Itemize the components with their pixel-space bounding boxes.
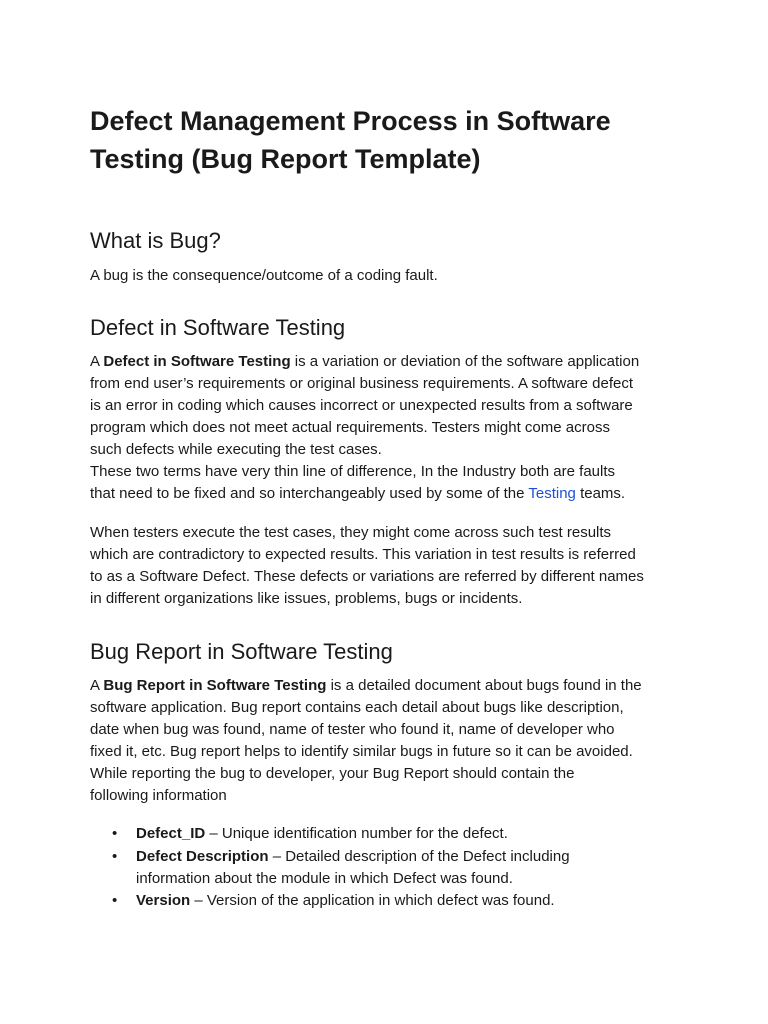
defect-line-6: These two terms have very thin line of difference, In the Industry both are faults	[90, 463, 615, 480]
list-item	[90, 890, 682, 912]
bullet-icon: •	[112, 892, 118, 909]
report-bold-term: Bug Report in Software Testing	[103, 677, 327, 694]
results-line-1: When testers execute the test cases, they might come across such test results	[90, 524, 612, 541]
bullet-icon: •	[112, 825, 118, 842]
paragraph-bug-definition	[90, 265, 682, 287]
defect-line-4: program which does not meet actual requirements. Testers might come across	[90, 419, 610, 436]
list-item	[90, 846, 682, 890]
heading-bug-report: Bug Report in Software Testing	[90, 639, 393, 664]
defect-line-1	[90, 351, 682, 373]
bug-report-fields-list	[90, 823, 682, 913]
defect-line-1-rest: is a variation or deviation of the software application	[290, 353, 640, 370]
defect-line-7-pre: that need to be fixed and so interchangeably used by some of the	[90, 485, 529, 502]
report-line-1	[90, 675, 682, 697]
defect-line-5: such defects while executing the test cases.	[90, 441, 382, 458]
page-title: Defect Management Process in Software Testing (Bug Report Template)	[90, 106, 611, 174]
list-item-line-1	[136, 846, 682, 868]
defect-line-7	[90, 483, 682, 505]
bullet-icon: •	[112, 847, 118, 865]
list-item-desc: – Version of the application in which defect was found.	[190, 892, 555, 909]
defect-line-7-post: teams.	[575, 485, 626, 502]
report-line-6: following information	[90, 787, 227, 804]
list-item-line-2: information about the module in which Defect was found.	[136, 869, 513, 887]
paragraph-bug-report	[90, 675, 682, 807]
heading-what-is-bug: What is Bug?	[90, 228, 221, 253]
report-line-3: date when bug was found, name of tester who found it, name of developer who	[90, 721, 615, 738]
report-line-5: While reporting the bug to developer, your Bug Report should contain the	[90, 765, 575, 782]
report-line-1-rest: is a detailed document about bugs found in the	[326, 677, 642, 694]
defect-line-3: is an error in coding which causes incorrect or unexpected results from a software	[90, 397, 633, 414]
list-item-desc: – Detailed description of the Defect including	[268, 847, 570, 865]
defect-bold-term: Defect in Software Testing	[103, 353, 291, 370]
list-item-term: Version	[136, 892, 191, 909]
list-item-term: Defect_ID	[136, 825, 206, 842]
testing-link[interactable]: Testing	[528, 485, 576, 502]
report-line-4: fixed it, etc. Bug report helps to identify similar bugs in future so it can be avoided.	[90, 743, 633, 760]
defect-lead-text: A	[90, 353, 104, 370]
heading-defect-in-software-testing: Defect in Software Testing	[90, 315, 346, 340]
results-line-2: which are contradictory to expected results. This variation in test results is referred	[90, 546, 636, 563]
list-item-desc: – Unique identification number for the defect.	[205, 825, 508, 842]
paragraph-defect-definition	[90, 351, 682, 505]
list-item	[90, 823, 682, 845]
defect-line-2: from end user’s requirements or original business requirements. A software defect	[90, 375, 634, 392]
report-line-2: software application. Bug report contains each detail about bugs like description,	[90, 699, 624, 716]
list-item-term: Defect Description	[136, 847, 269, 865]
list-item-line-1	[136, 890, 682, 912]
results-line-3: to as a Software Defect. These defects or variations are referred by different names	[90, 568, 644, 585]
paragraph-test-results	[90, 522, 682, 610]
results-line-4: in different organizations like issues, problems, bugs or incidents.	[90, 590, 523, 607]
bug-definition-text: A bug is the consequence/outcome of a coding fault.	[90, 267, 438, 284]
report-lead-text: A	[90, 677, 104, 694]
list-item-line-1	[136, 823, 682, 845]
